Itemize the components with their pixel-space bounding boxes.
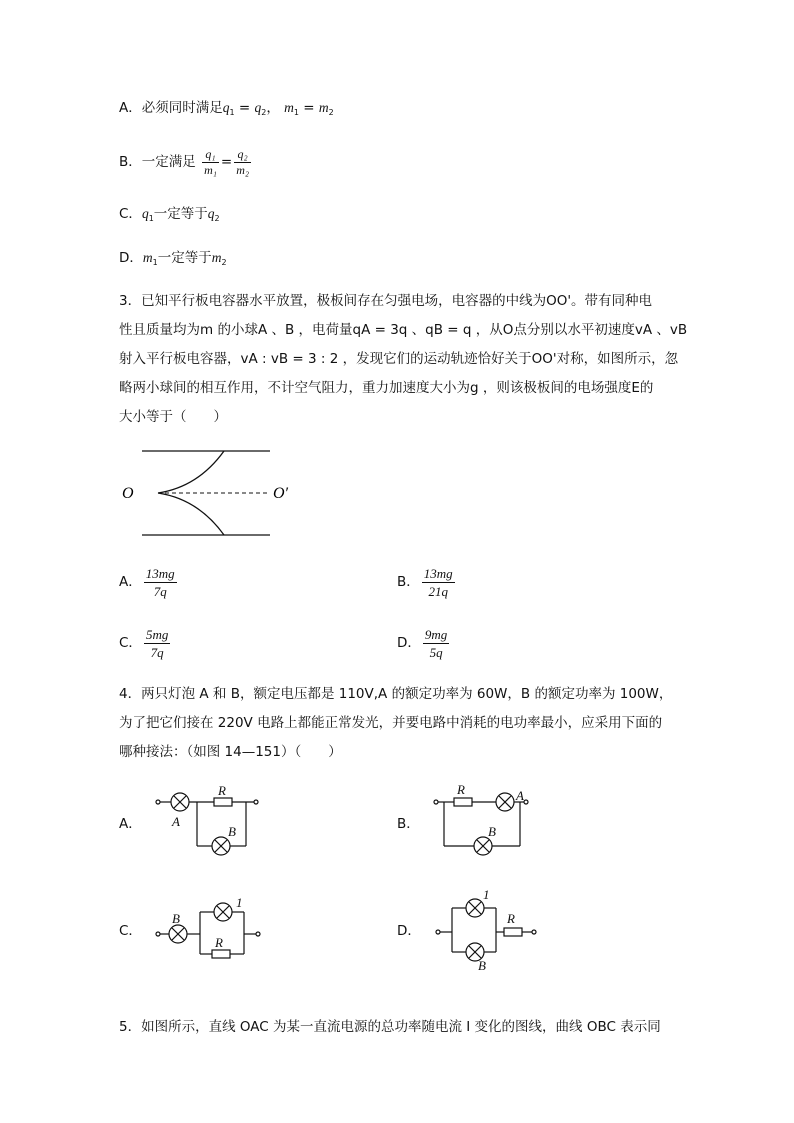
q4-option-b-label: B．	[397, 816, 420, 832]
q3-stem-line-4: 略两小球间的相互作用，不计空气阻力，重力加速度大小为g ，则该极板间的电场强度E的	[119, 380, 654, 396]
lamp-a-label: A	[172, 814, 180, 829]
q4-option-a-label: A．	[119, 816, 142, 832]
lamp-b-label: B	[478, 958, 486, 970]
lamp-b-label: B	[228, 824, 236, 839]
resistor-label: R	[215, 935, 223, 950]
q3-option-a: A． $\frac{13mg}{7q}$	[119, 565, 175, 599]
lamp-a-label: A	[516, 788, 524, 803]
q3-option-d: D． $\frac{9mg}{5q}$	[397, 626, 448, 660]
q3-stem-line-2: 性且质量均为m 的小球A 、B ，电荷量qA = 3q 、qB = q ，从O点分别以水平初速度vA 、vB	[119, 322, 688, 338]
q4-stem-line-3: 哪种接法：（如图 14—151）（ ）	[119, 744, 342, 760]
lamp-1-label: 1	[483, 890, 490, 902]
fraction-q1-m1: $\frac{\text{q₁}}{\text{m₁}}$	[204, 146, 217, 177]
circuit-c	[150, 896, 270, 966]
fraction-q2-m2: $\frac{\text{q₂}}{\text{m₂}}$	[236, 146, 250, 177]
label-o: O	[122, 485, 134, 502]
lamp-1-label: 1	[236, 896, 243, 910]
resistor-label: R	[218, 786, 226, 798]
q3-stem-line-1: 3．已知平行板电容器水平放置，极板间存在匀强电场，电容器的中线为OO'。带有同种电	[119, 293, 653, 309]
trajectory-b	[158, 493, 224, 535]
q2-option-d: D．$m_1$一定等于$m_2$	[119, 250, 227, 267]
circuit-b	[430, 782, 550, 860]
q2-option-a: A．必须同时满足$q_1 = q_2$， $m_1 = m_2$	[119, 100, 334, 117]
q2-option-b: B．一定满足 $\frac{\text{q₁}}{\text{m₁}}$ = $\frac{\text{q₂}}{\text{m₂}}$	[119, 146, 250, 177]
q4-stem-line-1: 4．两只灯泡 A 和 B，额定电压都是 110V,A 的额定功率为 60W，B 的额定功率为 100W，	[119, 686, 673, 702]
q4-stem-line-2: 为了把它们接在 220V 电路上都能正常发光，并要电路中消耗的电功率最小，应采用下面的	[119, 715, 663, 731]
circuit-a	[150, 786, 270, 860]
trajectory-a	[158, 451, 224, 493]
resistor-label: R	[457, 782, 465, 797]
q3-stem-line-3: 射入平行板电容器，vA : vB = 3 : 2 ，发现它们的运动轨迹恰好关于OO'对称，如图所示，忽	[119, 351, 679, 367]
q5-stem-line-1: 5．如图所示，直线 OAC 为某一直流电源的总功率随电流 I 变化的图线，曲线 OBC 表示同	[119, 1019, 661, 1035]
resistor-label: R	[507, 911, 515, 926]
q3-option-c: C． $\frac{5mg}{7q}$	[119, 626, 169, 660]
circuit-d	[430, 890, 550, 970]
q3-stem-line-5: 大小等于（ ）	[119, 409, 227, 425]
capacitor-figure	[118, 440, 308, 540]
lamp-b-label: B	[488, 824, 496, 839]
lamp-b-label: B	[172, 911, 180, 926]
q3-option-b: B． $\frac{13mg}{21q}$	[397, 565, 453, 599]
q2-option-c: C．$q_1$一定等于$q_2$	[119, 206, 220, 223]
label-o-prime: O′	[273, 485, 289, 502]
q4-option-d-label: D．	[397, 923, 421, 939]
q4-option-c-label: C．	[119, 923, 142, 939]
